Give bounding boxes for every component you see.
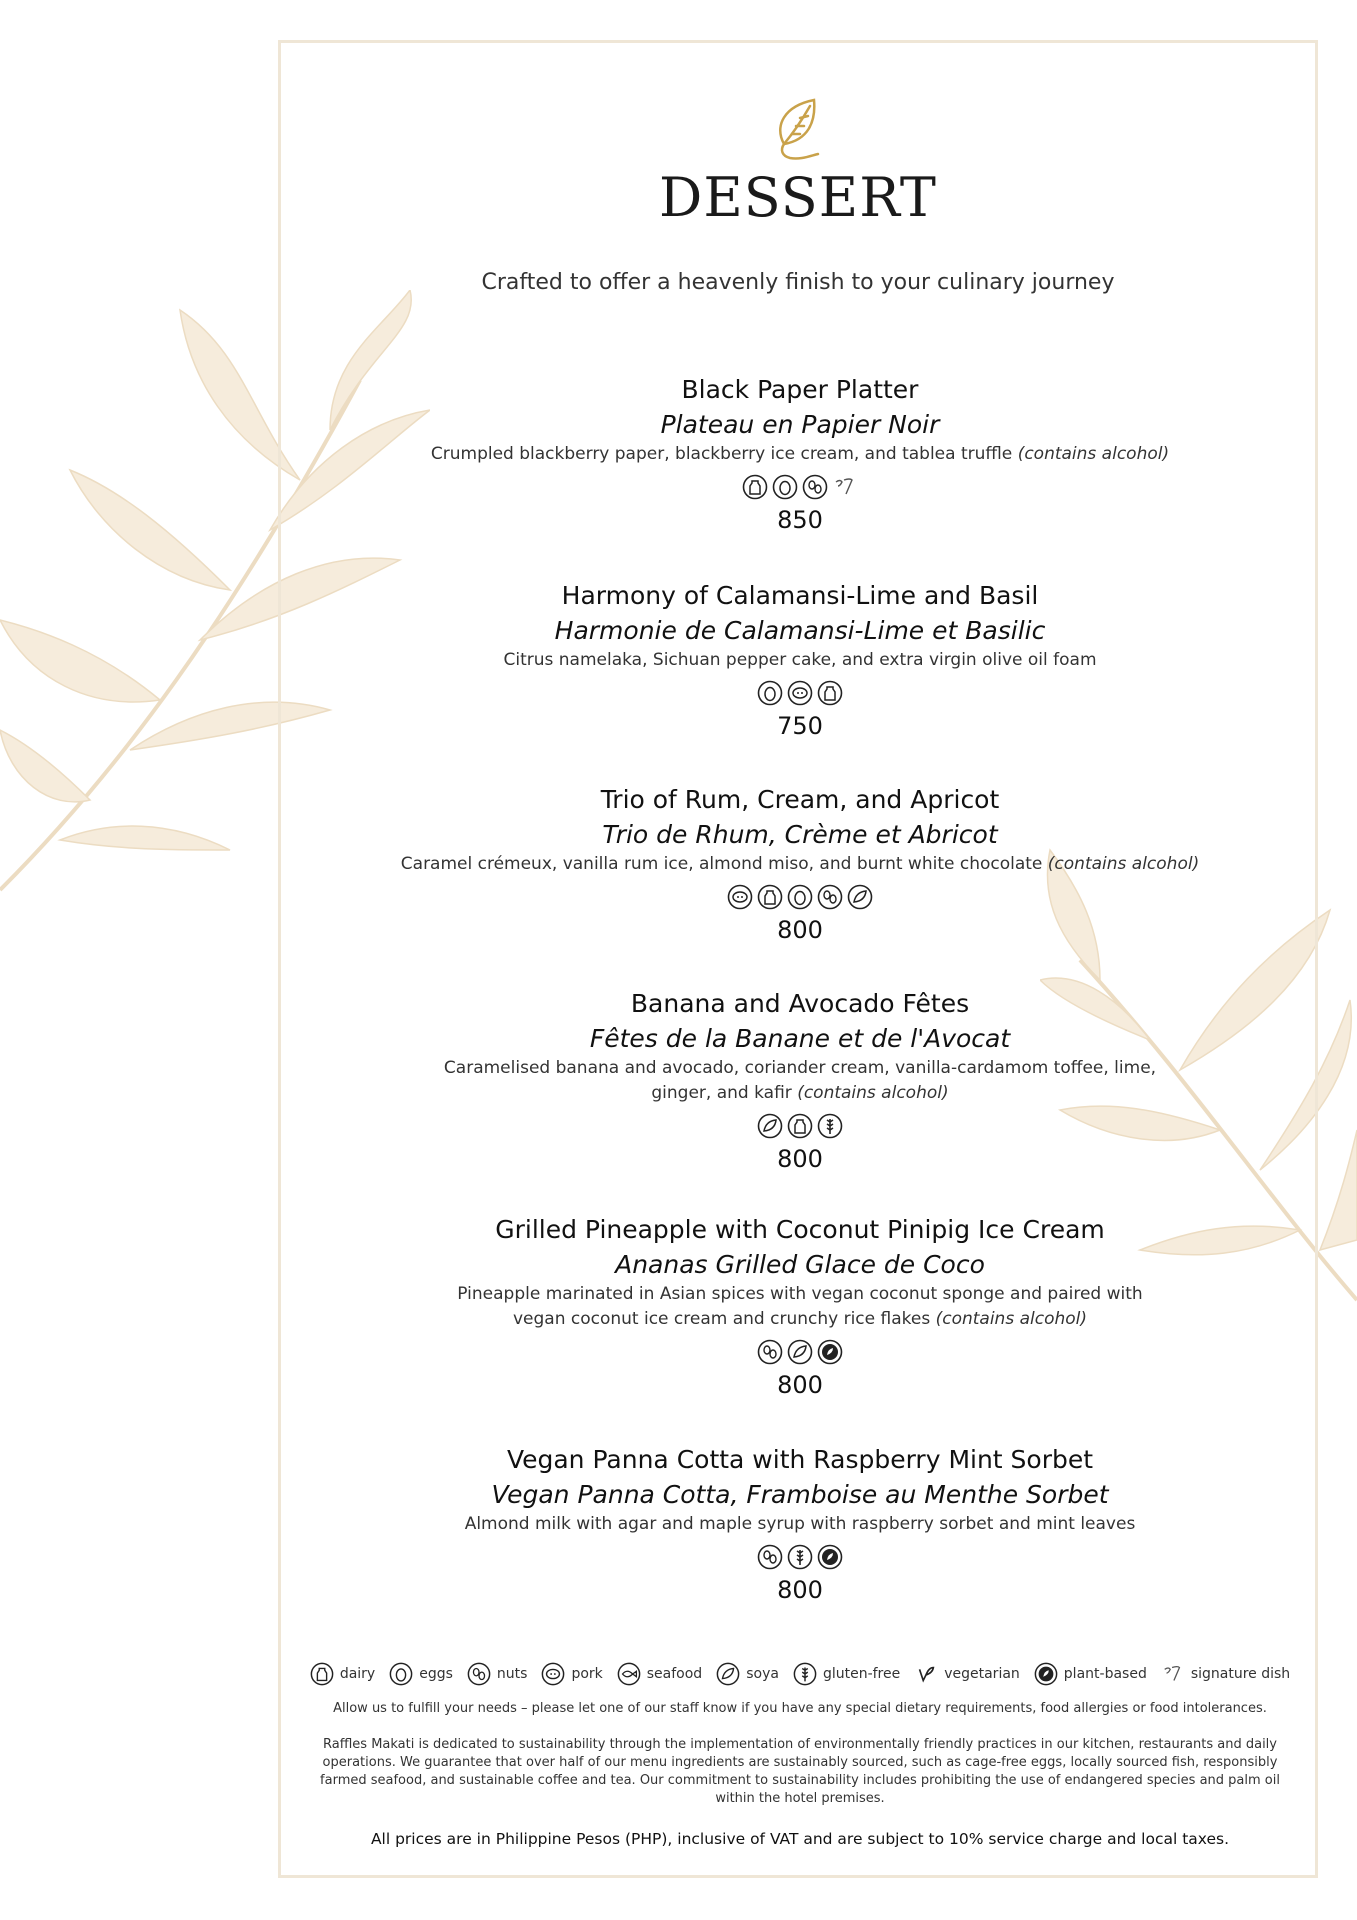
legend-label: eggs — [419, 1666, 453, 1682]
legend-item-signature — [1161, 1662, 1290, 1686]
legend-item-seafood — [617, 1662, 702, 1686]
plant-icon — [817, 1339, 843, 1365]
legend-label: signature dish — [1190, 1666, 1291, 1682]
vegetarian-icon — [914, 1662, 938, 1686]
menu-item — [340, 1212, 1260, 1402]
item-allergen-icons — [340, 1338, 1260, 1366]
eggs-icon — [389, 1662, 413, 1686]
nuts-icon — [467, 1662, 491, 1686]
legend-item-plant — [1034, 1662, 1147, 1686]
legend-item-soya — [716, 1662, 779, 1686]
sustainability-line: farmed seafood, and sustainable coffee and tea. Our commitment to sustainability includes prohibiting the use of endangered species and palm oil — [320, 1773, 1280, 1788]
legend-label: pork — [571, 1666, 603, 1682]
soya-icon — [716, 1662, 740, 1686]
legend-label: vegetarian — [944, 1666, 1020, 1682]
item-allergen-icons — [340, 883, 1260, 911]
menu-item — [340, 1442, 1260, 1607]
nuts-icon — [757, 1339, 783, 1365]
dairy-icon — [817, 680, 843, 706]
item-description: Almond milk with agar and maple syrup with raspberry sorbet and mint leaves — [464, 1514, 1136, 1534]
legend-label: seafood — [646, 1666, 703, 1682]
menu-item — [340, 986, 1260, 1176]
item-name: Harmony of Calamansi-Lime and Basil — [561, 581, 1039, 610]
item-name: Black Paper Platter — [681, 375, 919, 404]
item-price: 850 — [777, 506, 823, 534]
gluten-icon — [787, 1544, 813, 1570]
pork-icon — [541, 1662, 565, 1686]
page-subtitle: Crafted to offer a heavenly finish to your culinary journey — [481, 270, 1115, 295]
sustainability-line: within the hotel premises. — [715, 1791, 885, 1806]
legend-item-eggs — [389, 1662, 453, 1686]
dairy-icon — [757, 884, 783, 910]
item-name-french: Plateau en Papier Noir — [660, 410, 940, 439]
dairy-icon — [787, 1113, 813, 1139]
item-name-french: Vegan Panna Cotta, Framboise au Menthe Sorbet — [491, 1480, 1109, 1509]
legend-label: dairy — [339, 1666, 376, 1682]
menu-item — [340, 578, 1260, 743]
item-allergen-icons — [340, 473, 1260, 501]
item-allergen-icons — [340, 679, 1260, 707]
menu-item — [340, 782, 1260, 947]
plant-icon — [817, 1544, 843, 1570]
nuts-icon — [802, 474, 828, 500]
item-name: Banana and Avocado Fêtes — [630, 989, 970, 1018]
signature-icon — [1161, 1662, 1185, 1686]
nuts-icon — [757, 1544, 783, 1570]
signature-icon — [832, 474, 858, 500]
item-description: Crumpled blackberry paper, blackberry ice cream, and tablea truffle (contains alcohol) — [430, 444, 1170, 464]
legend-label: gluten-free — [822, 1666, 901, 1682]
tax-note: All prices are in Philippine Pesos (PHP), inclusive of VAT and are subject to 10% service charge and local taxes. — [370, 1830, 1230, 1848]
legend-item-vegetarian — [914, 1662, 1020, 1686]
legend-item-nuts — [467, 1662, 528, 1686]
gluten-icon — [793, 1662, 817, 1686]
soya-icon — [787, 1339, 813, 1365]
item-allergen-icons — [340, 1112, 1260, 1140]
item-price: 750 — [777, 712, 823, 740]
legend-item-pork — [541, 1662, 602, 1686]
item-price: 800 — [777, 1576, 823, 1604]
page-title: DESSERT — [659, 166, 937, 229]
legend-label: soya — [746, 1666, 779, 1682]
soya-icon — [757, 1113, 783, 1139]
legend-item-gluten — [793, 1662, 900, 1686]
dairy-icon — [742, 474, 768, 500]
item-price: 800 — [777, 916, 823, 944]
pork-icon — [727, 884, 753, 910]
eggs-icon — [787, 884, 813, 910]
item-name: Vegan Panna Cotta with Raspberry Mint Sorbet — [506, 1445, 1094, 1474]
dietary-note: Allow us to fulfill your needs – please let one of our staff know if you have any special dietary requirements, food allergies or food intolerances. — [333, 1701, 1267, 1716]
item-name: Trio of Rum, Cream, and Apricot — [600, 785, 1000, 814]
dietary-legend — [295, 1662, 1305, 1686]
pork-icon — [787, 680, 813, 706]
sustainability-line: Raffles Makati is dedicated to sustainability through the implementation of environmentally friendly practices in our kitchen, restaurants and daily — [323, 1737, 1277, 1752]
eggs-icon — [772, 474, 798, 500]
sustainability-statement — [295, 1736, 1305, 1808]
eggs-icon — [757, 680, 783, 706]
nuts-icon — [817, 884, 843, 910]
legend-item-dairy — [310, 1662, 375, 1686]
item-name-french: Ananas Grilled Glace de Coco — [615, 1250, 985, 1279]
item-name: Grilled Pineapple with Coconut Pinipig Ice Cream — [495, 1215, 1105, 1244]
item-description: Caramel crémeux, vanilla rum ice, almond miso, and burnt white chocolate (contains alcohol) — [400, 854, 1200, 874]
leaf-icon — [770, 96, 826, 164]
seafood-icon — [617, 1662, 641, 1686]
soya-icon — [847, 884, 873, 910]
plant-icon — [1034, 1662, 1058, 1686]
item-name-french: Fêtes de la Banane et de l'Avocat — [589, 1024, 1011, 1053]
item-allergen-icons — [340, 1543, 1260, 1571]
menu-item — [340, 372, 1260, 537]
dairy-icon — [310, 1662, 334, 1686]
sustainability-line: operations. We guarantee that over half of our menu ingredients are sustainably sourced, such as cage-free eggs, locally sourced fish, responsibly — [322, 1755, 1278, 1770]
gluten-icon — [817, 1113, 843, 1139]
item-price: 800 — [777, 1371, 823, 1399]
item-name-french: Harmonie de Calamansi-Lime et Basilic — [554, 616, 1046, 645]
item-description: Pineapple marinated in Asian spices with vegan coconut sponge and paired with vegan coconut ice cream and crunchy rice flakes (contains alcohol) — [457, 1284, 1143, 1329]
item-description: Caramelised banana and avocado, coriander cream, vanilla-cardamom toffee, lime, ginger, and kafir (contains alcohol) — [443, 1058, 1157, 1103]
item-description: Citrus namelaka, Sichuan pepper cake, and extra virgin olive oil foam — [503, 650, 1097, 670]
legend-label: plant-based — [1063, 1666, 1147, 1682]
item-price: 800 — [777, 1145, 823, 1173]
item-name-french: Trio de Rhum, Crème et Abricot — [602, 820, 998, 849]
legend-label: nuts — [496, 1666, 528, 1682]
